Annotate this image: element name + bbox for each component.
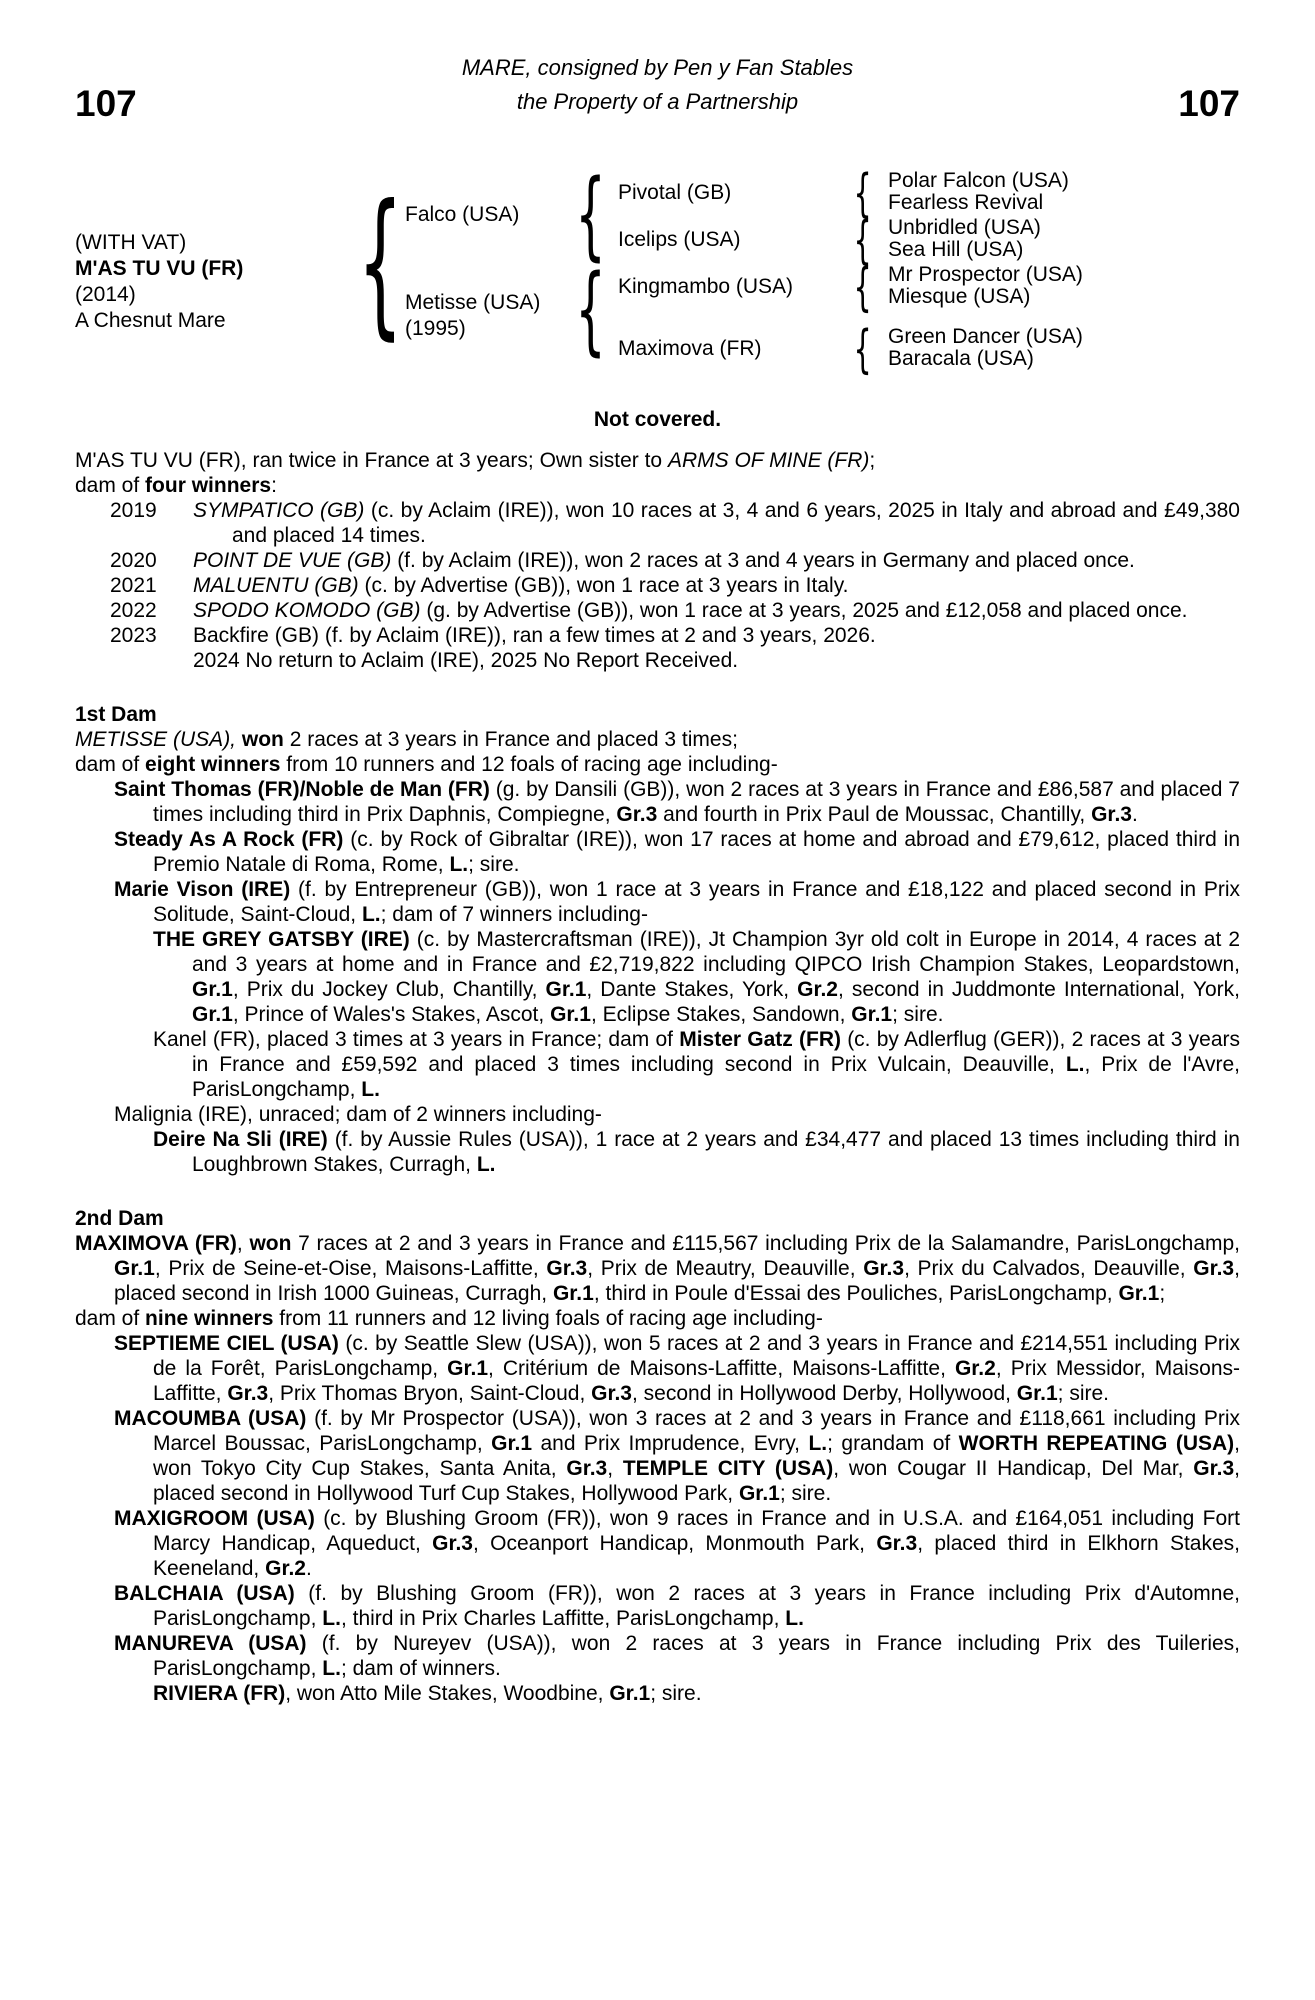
text-segment: Gr.1 <box>1118 1282 1160 1305</box>
brace-glyph: { <box>853 164 872 224</box>
mare-description: A Chesnut Mare <box>75 309 226 332</box>
text-segment: WORTH REPEATING (USA) <box>958 1432 1235 1455</box>
text-segment: L. <box>322 1657 341 1680</box>
text-segment: ; <box>869 449 876 472</box>
text-segment: , placed second in Irish 1000 Guineas, Curragh, <box>114 1257 1240 1305</box>
text-segment: Gr.3 <box>1091 803 1132 826</box>
pedigree-paragraph <box>75 1306 1240 1331</box>
text-segment: ; sire. <box>1057 1382 1110 1405</box>
text-segment: , second in Juddmonte International, York, <box>837 978 1240 1001</box>
text-segment: , Critérium de Maisons-Laffitte, Maisons-Laffitte, <box>488 1357 955 1380</box>
text-segment: ; sire. <box>892 1003 944 1026</box>
text-segment: Saint Thomas (FR)/Noble de Man (FR) <box>114 778 490 801</box>
pedigree-paragraph <box>75 1631 1240 1681</box>
pedigree-paragraph <box>75 877 1240 927</box>
text-segment: won <box>241 728 284 751</box>
pedigree-paragraph <box>75 1127 1240 1177</box>
text-segment: (c. by Blushing Groom (FR)), won 9 races in France and in U.S.A. and £164,051 including Fort Marcy Handicap, Aqueduct, <box>153 1507 1240 1555</box>
text-segment: , third in Prix Charles Laffitte, ParisLongchamp, <box>340 1607 786 1630</box>
pedigree-paragraph <box>75 752 1240 777</box>
text-segment: 2 races at 3 years in France and placed 3 times; <box>283 728 738 751</box>
text-segment: from 10 runners and 12 foals of racing age including- <box>280 753 778 776</box>
text-segment: Malignia (IRE), unraced; dam of 2 winners including- <box>114 1103 602 1126</box>
foal-entry <box>75 573 1240 598</box>
text-segment: BALCHAIA (USA) <box>114 1582 295 1605</box>
text-segment: (c. by Seattle Slew (USA)), won 5 races at 2 and 3 years in France and £214,551 including Prix de la Forêt, ParisLongchamp, <box>153 1332 1240 1380</box>
text-segment: Gr.3 <box>227 1382 269 1405</box>
pedigree-tree <box>0 0 1315 400</box>
foal-entry <box>75 548 1240 573</box>
text-segment: (f. by Nureyev (USA)), won 2 races at 3 years in France including Prix des Tuileries, ParisLongchamp, <box>153 1632 1241 1680</box>
text-segment: SPODO KOMODO (GB) <box>193 599 421 622</box>
text-segment: ; sire. <box>779 1482 832 1505</box>
text-segment: (f. by Blushing Groom (FR)), won 2 races at 3 years in France including Prix d'Automne, ParisLongchamp, <box>153 1582 1240 1630</box>
foal-year: 2022 <box>110 599 157 622</box>
text-segment: POINT DE VUE (GB) <box>193 549 392 572</box>
pedigree-paragraph <box>75 727 1240 752</box>
text-segment: Gr.1 <box>738 1482 780 1505</box>
great-grandparent-name: Mr Prospector (USA) <box>888 263 1083 286</box>
text-segment: , Prix du Jockey Club, Chantilly, <box>232 978 546 1001</box>
dam-section-heading <box>75 1206 1240 1231</box>
text-segment: , Oceanport Handicap, Monmouth Park, <box>473 1532 877 1555</box>
text-segment: ; dam of 7 winners including- <box>380 903 648 926</box>
text-segment: four winners <box>145 474 272 497</box>
consignor-line: MARE, consigned by Pen y Fan Stables <box>461 55 854 80</box>
foal-description <box>193 573 1240 598</box>
text-segment: , Dante Stakes, York, <box>586 978 798 1001</box>
text-segment: L. <box>785 1607 804 1630</box>
text-segment: Backfire (GB) (f. by Aclaim (IRE)), ran a few times at 2 and 3 years, 2026. <box>193 624 876 647</box>
text-segment: ; dam of winners. <box>340 1657 501 1680</box>
text-segment: Gr.1 <box>545 978 587 1001</box>
pedigree-paragraph <box>75 1102 1240 1127</box>
mare-name: M'AS TU VU (FR) <box>75 257 244 280</box>
text-segment: , Prix Messidor, Maisons-Laffitte, <box>153 1357 1240 1405</box>
text-segment: Gr.3 <box>1193 1457 1235 1480</box>
text-segment: . <box>1131 803 1138 826</box>
text-segment: , placed second in Hollywood Turf Cup Stakes, Hollywood Park, <box>153 1457 1240 1505</box>
brace-glyph: { <box>357 171 403 355</box>
text-segment: (f. by Mr Prospector (USA)), won 3 races at 2 and 3 years in France and £118,661 including Prix Marcel Boussac, ParisLongchamp, <box>153 1407 1240 1455</box>
lot-number-right: 107 <box>1178 83 1240 124</box>
text-segment: dam of <box>75 753 146 776</box>
text-segment: from 11 runners and 12 living foals of racing age including- <box>273 1307 823 1330</box>
text-segment: Kanel (FR), placed 3 times at 3 years in France; dam of <box>153 1028 680 1051</box>
text-segment: L. <box>1065 1053 1085 1076</box>
grandsire-dam-name: Kingmambo (USA) <box>618 275 794 298</box>
text-segment: Mister Gatz (FR) <box>679 1028 841 1051</box>
pedigree-paragraph <box>75 1231 1240 1306</box>
text-segment: Gr.1 <box>192 978 233 1001</box>
text-segment: and fourth in Prix Paul de Moussac, Chantilly, <box>657 803 1092 826</box>
pedigree-paragraph <box>75 648 1240 673</box>
mare-block <box>75 230 243 334</box>
text-segment: , Prince of Wales's Stakes, Ascot, <box>232 1003 551 1026</box>
text-segment: METISSE (USA), <box>75 728 237 751</box>
text-segment: Gr.1 <box>609 1682 651 1705</box>
foal-description <box>193 623 1240 648</box>
text-segment: L. <box>808 1432 828 1455</box>
foal-entry <box>75 623 1240 648</box>
text-segment: , won Cougar II Handicap, Del Mar, <box>833 1457 1194 1480</box>
mare-vat-note: (WITH VAT) <box>75 231 187 254</box>
foal-year: 2023 <box>110 624 157 647</box>
text-segment: Gr.1 <box>550 1003 591 1026</box>
text-segment: , Eclipse Stakes, Sandown, <box>590 1003 852 1026</box>
grandsire-sire-name: Pivotal (GB) <box>618 181 732 204</box>
dam-section-heading <box>75 702 1240 727</box>
text-segment: THE GREY GATSBY (IRE) <box>153 928 410 951</box>
sire-name: Falco (USA) <box>405 203 520 226</box>
text-segment: (c. by Aclaim (IRE)), won 10 races at 3, 4 and 6 years, 2025 in Italy and abroad and £49,380 and placed 14 times. <box>232 499 1240 547</box>
text-segment: , Prix Thomas Bryon, Saint-Cloud, <box>268 1382 592 1405</box>
brace-glyph: { <box>853 211 872 271</box>
lot-number-left: 107 <box>75 83 137 124</box>
text-segment: ; sire. <box>650 1682 702 1705</box>
text-segment: 7 races at 2 and 3 years in France and £115,567 including Prix de la Salamandre, ParisLongchamp, <box>291 1232 1240 1255</box>
text-segment: ARMS OF MINE (FR) <box>667 449 870 472</box>
text-segment: and Prix Imprudence, Evry, <box>532 1432 809 1455</box>
text-segment: M'AS TU VU (FR), ran twice in France at 3 years; Own sister to <box>75 449 668 472</box>
text-segment: Gr.1 <box>114 1257 155 1280</box>
text-segment: Gr.1 <box>192 1003 233 1026</box>
foal-year: 2019 <box>110 499 157 522</box>
text-segment: MAXIGROOM (USA) <box>114 1507 315 1530</box>
pedigree-paragraph <box>75 1581 1240 1631</box>
property-line: the Property of a Partnership <box>516 89 799 114</box>
text-segment: Gr.3 <box>432 1532 473 1555</box>
text-segment: Gr.2 <box>797 978 838 1001</box>
text-segment: , won Atto Mile Stakes, Woodbine, <box>285 1682 610 1705</box>
text-segment: (c. by Mastercraftsman (IRE)), Jt Champion 3yr old colt in Europe in 2014, 4 races at 2 and 3 years at home and in France and £2,719,822 including QIPCO Irish Champion Stakes, Leopardstown, <box>192 928 1241 976</box>
text-segment: (f. by Entrepreneur (GB)), won 1 race at 3 years in France and £18,122 and placed second in Prix Solitude, Saint-Cloud, <box>153 878 1240 926</box>
text-segment: won <box>249 1232 292 1255</box>
text-segment: , won Tokyo City Cup Stakes, Santa Anita, <box>153 1432 1240 1480</box>
pedigree-paragraph <box>75 473 1240 498</box>
brace-glyph: { <box>575 159 606 271</box>
foal-description <box>193 498 1240 548</box>
foal-year: 2020 <box>110 549 157 572</box>
great-grandparent-name: Unbridled (USA) <box>888 216 1041 239</box>
dam-name: Metisse (USA) <box>405 291 541 314</box>
text-segment: (c. by Advertise (GB)), won 1 race at 3 years in Italy. <box>358 574 849 597</box>
text-segment: (f. by Aussie Rules (USA)), 1 race at 2 years and £34,477 and placed 13 times including third in Loughbrown Stakes, Curragh, <box>192 1128 1240 1176</box>
text-segment: , Prix de l'Avre, ParisLongchamp, <box>192 1053 1241 1101</box>
text-segment: , Prix de Meautry, Deauville, <box>587 1257 864 1280</box>
text-segment: ; <box>1159 1282 1166 1305</box>
text-segment: Gr.3 <box>863 1257 905 1280</box>
text-segment: (c. by Rock of Gibraltar (IRE)), won 17 races at home and abroad and £79,612, placed third in Premio Natale di Roma, Rome, <box>153 828 1240 876</box>
text-segment: (g. by Advertise (GB)), won 1 race at 3 years, 2025 and £12,058 and placed once. <box>420 599 1188 622</box>
granddam-dam-name: Maximova (FR) <box>618 337 762 360</box>
text-segment: , <box>236 1232 250 1255</box>
text-segment: 1st Dam <box>75 703 157 726</box>
great-grandparent-name: Fearless Revival <box>888 191 1044 214</box>
text-segment: 2024 No return to Aclaim (IRE), 2025 No Report Received. <box>193 649 739 672</box>
text-segment: Steady As A Rock (FR) <box>114 828 344 851</box>
text-segment: (c. by Adlerflug (GER)), 2 races at 3 years in France and £59,592 and placed 3 times including second in Prix Vulcain, Deauville, <box>192 1028 1240 1076</box>
mare-foaling-year: (2014) <box>75 283 136 306</box>
text-segment: , Prix de Seine-et-Oise, Maisons-Laffitte, <box>154 1257 547 1280</box>
text-segment: L. <box>449 853 469 876</box>
text-segment: Gr.3 <box>616 803 658 826</box>
text-segment: , placed third in Elkhorn Stakes, Keeneland, <box>153 1532 1240 1580</box>
text-segment: , <box>607 1457 623 1480</box>
text-segment: Gr.1 <box>447 1357 489 1380</box>
text-segment: dam of <box>75 1307 146 1330</box>
dam-foaling-year: (1995) <box>405 317 466 340</box>
text-segment: MACOUMBA (USA) <box>114 1407 307 1430</box>
text-segment: Gr.1 <box>552 1282 594 1305</box>
text-segment: Gr.3 <box>546 1257 588 1280</box>
text-segment: ; grandam of <box>827 1432 959 1455</box>
pedigree-paragraph <box>75 1406 1240 1506</box>
text-segment: Gr.2 <box>265 1557 306 1580</box>
text-segment: Gr.1 <box>1016 1382 1058 1405</box>
pedigree-paragraph <box>75 448 1240 473</box>
text-segment: MANUREVA (USA) <box>114 1632 307 1655</box>
great-grandparent-name: Polar Falcon (USA) <box>888 169 1069 192</box>
text-segment: , second in Hollywood Derby, Hollywood, <box>632 1382 1017 1405</box>
text-segment: eight winners <box>145 753 281 776</box>
text-segment: MALUENTU (GB) <box>193 574 359 597</box>
text-segment: , third in Poule d'Essai des Pouliches, ParisLongchamp, <box>593 1282 1119 1305</box>
text-segment: Gr.3 <box>1193 1257 1235 1280</box>
foal-description <box>193 598 1240 623</box>
pedigree-body <box>75 448 1240 1706</box>
text-segment: Gr.1 <box>851 1003 893 1026</box>
text-segment: , Prix du Calvados, Deauville, <box>904 1257 1194 1280</box>
text-segment: (f. by Aclaim (IRE)), won 2 races at 3 and 4 years in Germany and placed once. <box>391 549 1135 572</box>
brace-glyph: { <box>853 320 872 380</box>
text-segment: nine winners <box>145 1307 274 1330</box>
great-grandparent-name: Green Dancer (USA) <box>888 325 1083 348</box>
text-segment: Gr.3 <box>566 1457 608 1480</box>
pedigree-paragraph <box>75 827 1240 877</box>
text-segment: ; sire. <box>468 853 520 876</box>
text-segment: Gr.3 <box>591 1382 632 1405</box>
pedigree-paragraph <box>75 1506 1240 1581</box>
text-segment: dam of <box>75 474 146 497</box>
foal-entry <box>75 598 1240 623</box>
text-segment: Gr.1 <box>491 1432 533 1455</box>
pedigree-paragraph <box>75 777 1240 827</box>
text-segment: L. <box>361 903 381 926</box>
text-segment: RIVIERA (FR) <box>153 1682 286 1705</box>
text-segment: L. <box>476 1153 496 1176</box>
granddam-sire-name: Icelips (USA) <box>618 228 741 251</box>
text-segment: Marie Vison (IRE) <box>114 878 291 901</box>
text-segment: . <box>305 1557 312 1580</box>
foal-year: 2021 <box>110 574 157 597</box>
pedigree-paragraph <box>75 1331 1240 1406</box>
great-grandparent-name: Baracala (USA) <box>888 347 1034 370</box>
foal-entry <box>75 498 1240 548</box>
text-segment: MAXIMOVA (FR) <box>75 1232 237 1255</box>
great-grandparent-name: Sea Hill (USA) <box>888 238 1024 261</box>
text-segment: L. <box>322 1607 341 1630</box>
text-segment: SEPTIEME CIEL (USA) <box>114 1332 339 1355</box>
foal-description <box>193 548 1240 573</box>
pedigree-paragraph <box>75 1027 1240 1102</box>
pedigree-paragraph <box>75 927 1240 1027</box>
great-grandparent-name: Miesque (USA) <box>888 285 1031 308</box>
text-segment: TEMPLE CITY (USA) <box>622 1457 834 1480</box>
text-segment: (g. by Dansili (GB)), won 2 races at 3 years in France and £86,587 and placed 7 times including third in Prix Daphnis, Compiegne, <box>153 778 1240 826</box>
brace-glyph: { <box>853 258 872 318</box>
text-segment: SYMPATICO (GB) <box>193 499 365 522</box>
text-segment: 2nd Dam <box>75 1207 164 1230</box>
text-segment: Gr.2 <box>954 1357 996 1380</box>
covering-status: Not covered. <box>593 408 722 431</box>
text-segment: L. <box>361 1078 380 1101</box>
brace-glyph: { <box>575 254 606 366</box>
pedigree-paragraph <box>75 1681 1240 1706</box>
text-segment: : <box>271 474 277 497</box>
text-segment: Gr.3 <box>876 1532 918 1555</box>
text-segment: Deire Na Sli (IRE) <box>153 1128 328 1151</box>
